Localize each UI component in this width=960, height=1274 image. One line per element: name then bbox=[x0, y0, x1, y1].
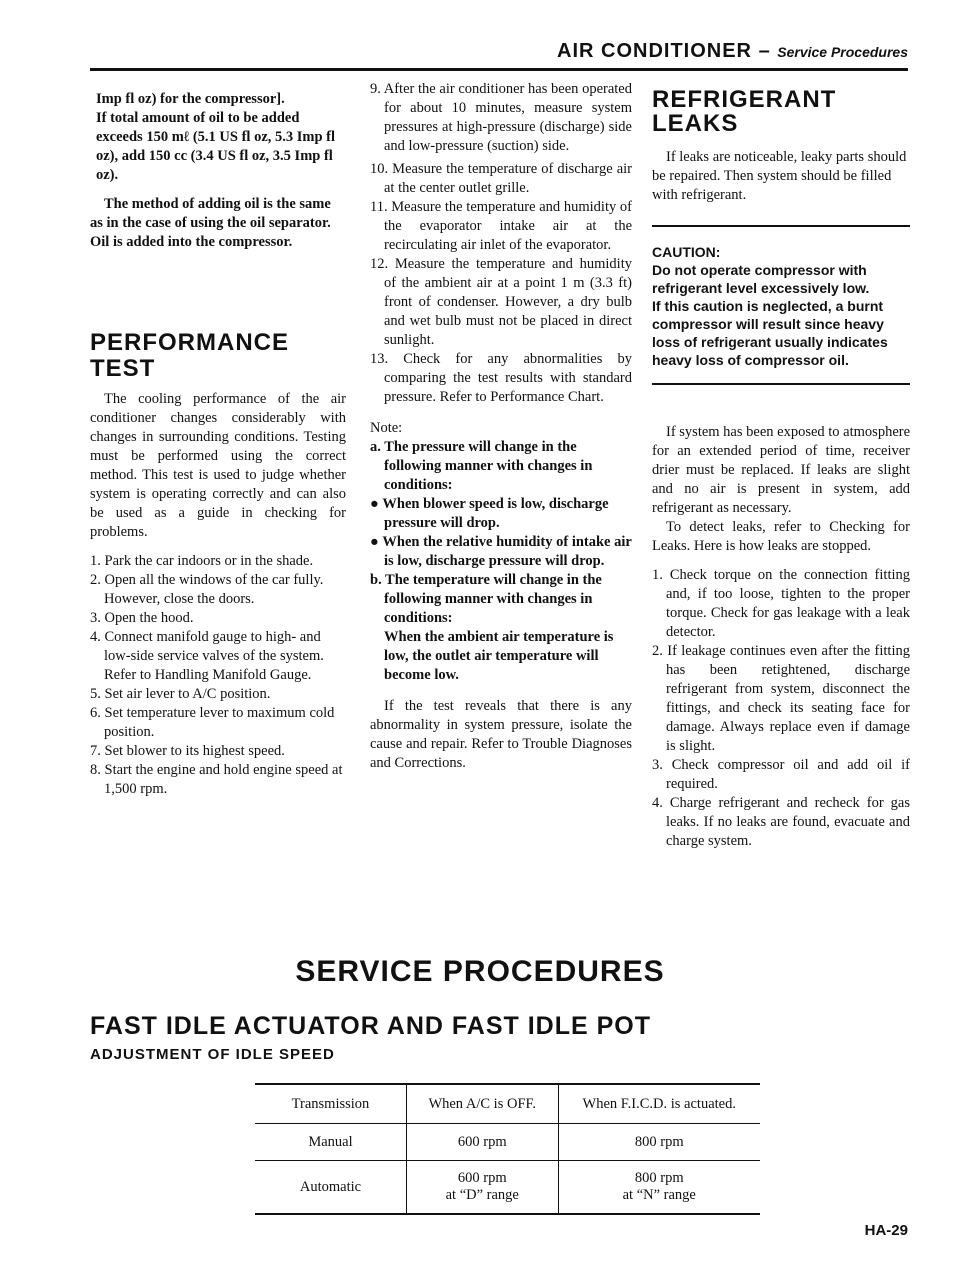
page-number: HA-29 bbox=[864, 1222, 908, 1239]
column-right bbox=[652, 80, 910, 851]
table-row bbox=[255, 1124, 760, 1161]
list-item: 13. Check for any abnormalities by comparing the test results with standard pressure. Refer to Performance Chart. bbox=[370, 351, 632, 405]
cell-ac-off: 600 rpm bbox=[407, 1124, 559, 1161]
performance-test-heading: PERFORMANCE TEST bbox=[90, 329, 290, 382]
header-transmission: Transmission bbox=[255, 1084, 407, 1124]
list-item: 4. Charge refrigerant and recheck for gas leaks. If no leaks are found, evacuate and charge system. bbox=[652, 795, 910, 849]
note-b: b. The temperature will change in the following manner with changes in conditions: bbox=[370, 572, 602, 626]
note-b-detail: When the ambient air temperature is low, the outlet air temperature will become low. bbox=[384, 629, 614, 683]
performance-intro: The cooling performance of the air conditioner changes considerably with changes in surrounding conditions. Testing must be performed using the correct method. This test is used to judge whether system is operating correctly and can also be used as a guide in checking for problems. bbox=[90, 391, 346, 540]
adjustment-title: ADJUSTMENT OF IDLE SPEED bbox=[90, 1046, 335, 1063]
list-item: 7. Set blower to its highest speed. bbox=[90, 743, 285, 759]
list-item: 11. Measure the temperature and humidity of the evaporator intake air at the recirculating air inlet of the evaporator. bbox=[370, 199, 632, 253]
oil-method: The method of adding oil is the same as in the case of using the oil separator. Oil is added into the compressor. bbox=[90, 196, 331, 250]
list-item: 12. Measure the temperature and humidity of the ambient air at a point 1 m (3.3 ft) front of condenser. However, a dry bulb and wet bulb must not be placed in direct sunlight. bbox=[370, 256, 632, 348]
list-item: 8. Start the engine and hold engine speed at 1,500 rpm. bbox=[90, 762, 343, 797]
note-a: a. The pressure will change in the following manner with changes in conditions: bbox=[370, 439, 593, 493]
cell-ficd: 800 rpm bbox=[558, 1124, 760, 1161]
caution-rule-bottom bbox=[652, 383, 910, 385]
oil-note-line2: If total amount of oil to be added exceeds 150 mℓ (5.1 US fl oz, 5.3 Imp fl oz), add 150 cc (3.4 US fl oz, 3.5 Imp fl oz). bbox=[96, 110, 336, 183]
caution-line: If this caution is neglected, a burnt compressor will result since heavy loss of refrigerant usually indicates heavy loss of compressor oil. bbox=[652, 298, 888, 368]
caution-label: CAUTION: bbox=[652, 244, 721, 260]
table-row bbox=[255, 1161, 760, 1215]
leak-steps bbox=[652, 566, 910, 851]
leaks-para1: If system has been exposed to atmosphere for an extended period of time, receiver drier must be replaced. If leaks are slight and no air is present in system, add refrigerant as necessary. bbox=[652, 424, 911, 516]
closing-paragraph: If the test reveals that there is any abnormality in system pressure, isolate the cause and repair. Refer to Trouble Diagnoses and Corrections. bbox=[370, 698, 632, 771]
list-item: 2. If leakage continues even after the fitting has been retightened, discharge refrigerant from system, disconnect the fittings, and check its seating face for damage. Always replace even if damage is slight. bbox=[652, 643, 910, 754]
heading-line: REFRIGERANT bbox=[652, 86, 837, 113]
header-dash: – bbox=[758, 40, 771, 62]
list-item: 2. Open all the windows of the car fully. However, close the doors. bbox=[90, 572, 324, 607]
bullet-icon: ● bbox=[370, 534, 383, 550]
caution-line: Do not operate compressor with refrigerant level excessively low. bbox=[652, 262, 870, 296]
list-item: 3. Check compressor oil and add oil if required. bbox=[652, 757, 910, 792]
cell-transmission: Manual bbox=[255, 1124, 407, 1161]
page-header bbox=[557, 40, 908, 63]
header-rule bbox=[90, 68, 908, 71]
list-item: 10. Measure the temperature of discharge air at the center outlet grille. bbox=[370, 161, 632, 196]
list-item: 4. Connect manifold gauge to high- and low-side service valves of the system. Refer to Handling Manifold Gauge. bbox=[90, 629, 324, 683]
performance-steps-continued bbox=[370, 80, 632, 407]
table-header-row bbox=[255, 1084, 760, 1124]
oil-note-line1: Imp fl oz) for the compressor]. bbox=[96, 91, 285, 107]
leaks-intro: If leaks are noticeable, leaky parts should be repaired. Then system should be filled with refrigerant. bbox=[652, 149, 907, 203]
cell-ac-off: 600 rpm at “D” range bbox=[407, 1161, 559, 1215]
list-item: 3. Open the hood. bbox=[90, 610, 194, 626]
refrigerant-leaks-heading bbox=[652, 88, 910, 136]
list-item: 1. Check torque on the connection fitting and, if too loose, tighten to the proper torque. Check for gas leakage with a leak detector. bbox=[652, 567, 910, 640]
header-ficd: When F.I.C.D. is actuated. bbox=[558, 1084, 760, 1124]
list-item bbox=[370, 495, 632, 533]
list-item: 1. Park the car indoors or in the shade. bbox=[90, 553, 314, 569]
column-left bbox=[90, 80, 346, 799]
list-item: 9. After the air conditioner has been operated for about 10 minutes, measure system pressures at high-pressure (discharge) side and low-pressure (suction) side. bbox=[370, 81, 632, 154]
list-item bbox=[370, 533, 632, 571]
fast-idle-title: FAST IDLE ACTUATOR AND FAST IDLE POT bbox=[90, 1012, 651, 1040]
bullet-text: When the relative humidity of intake air is low, discharge pressure will drop. bbox=[382, 534, 632, 569]
bullet-text: When blower speed is low, discharge pressure will drop. bbox=[382, 496, 609, 531]
heading-line: LEAKS bbox=[652, 110, 739, 137]
header-ac-off: When A/C is OFF. bbox=[407, 1084, 559, 1124]
leaks-para2: To detect leaks, refer to Checking for Leaks. Here is how leaks are stopped. bbox=[652, 519, 910, 554]
performance-steps bbox=[90, 552, 346, 799]
cell-ficd: 800 rpm at “N” range bbox=[558, 1161, 760, 1215]
column-middle bbox=[370, 80, 632, 773]
cell-transmission: Automatic bbox=[299, 1178, 362, 1195]
list-item: 6. Set temperature lever to maximum cold position. bbox=[90, 705, 335, 740]
note-label: Note: bbox=[370, 420, 403, 436]
caution-rule-top bbox=[652, 225, 910, 227]
bullet-icon: ● bbox=[370, 496, 383, 512]
service-procedures-title: SERVICE PROCEDURES bbox=[295, 955, 665, 988]
idle-speed-table bbox=[255, 1083, 760, 1215]
header-title: AIR CONDITIONER bbox=[557, 40, 752, 62]
header-subtitle: Service Procedures bbox=[777, 44, 908, 60]
caution-box bbox=[652, 243, 910, 369]
list-item: 5. Set air lever to A/C position. bbox=[90, 686, 271, 702]
